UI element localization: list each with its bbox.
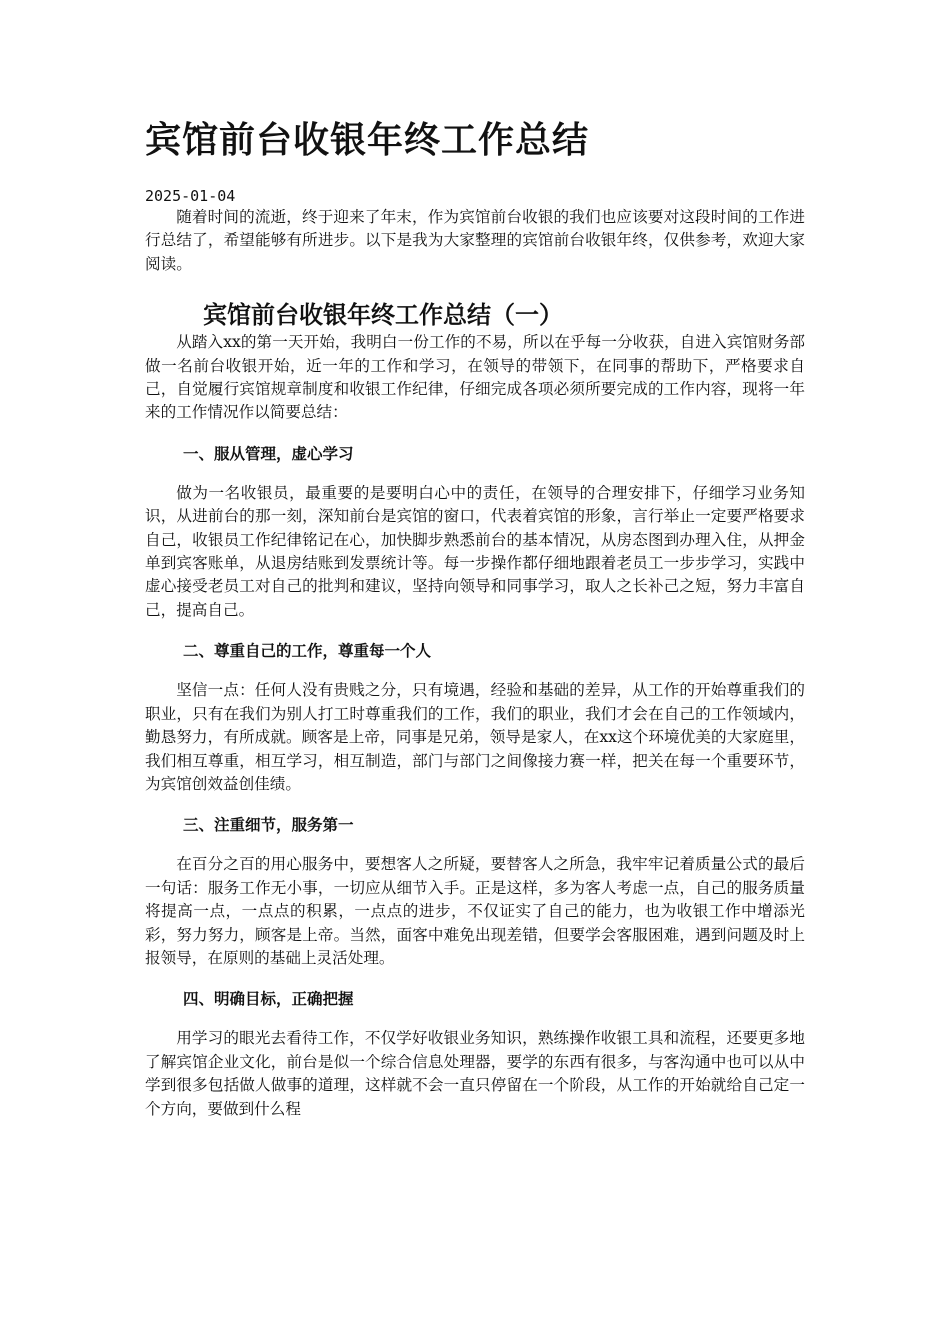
section-title: 宾馆前台收银年终工作总结（一） <box>203 301 563 330</box>
subheading-4: 四、明确目标，正确把握 <box>183 990 354 1009</box>
document-page <box>145 118 805 1121</box>
subheading-3: 三、注重细节，服务第一 <box>183 816 354 835</box>
paragraph-1: 做为一名收银员，最重要的是要明白心中的责任，在领导的合理安排下，仔细学习业务知识，从进前台的那一刻，深知前台是宾馆的窗口，代表着宾馆的形象，言行举止一定要严格要求自己，收银员工作纪律铭记在心，加快脚步熟悉前台的基本情况，从房态图到办理入住，从押金单到宾客账单，从退房结账到发票统计等。每一步操作都仔细地跟着老员工一步步学习，实践中虚心接受老员工对自己的批判和建议，坚持向领导和同事学习，取人之长补己之短，努力丰富自己，提高自己。 <box>145 483 805 619</box>
opening-paragraph: 从踏入xx的第一天开始，我明白一份工作的不易，所以在乎每一分收获，自进入宾馆财务部做一名前台收银开始，近一年的工作和学习，在领导的带领下，在同事的帮助下，严格要求自己，自觉履行宾馆规章制度和收银工作纪律，仔细完成各项必须所要完成的工作内容，现将一年来的工作情况作以简要总结： <box>145 333 805 422</box>
paragraph-3: 在百分之百的用心服务中，要想客人之所疑，要替客人之所急，我牢牢记着质量公式的最后一句话：服务工作无小事，一切应从细节入手。正是这样，多为客人考虑一点，自己的服务质量将提高一点，一点点的积累，一点点的进步，不仅证实了自己的能力，也为收银工作中增添光彩，努力努力，顾客是上帝。当然，面客中难免出现差错，但要学会客服困难，遇到问题及时上报领导，在原则的基础上灵活处理。 <box>145 855 805 967</box>
document-title: 宾馆前台收银年终工作总结 <box>145 120 590 161</box>
intro-paragraph: 随着时间的流逝，终于迎来了年末，作为宾馆前台收银的我们也应该要对这段时间的工作进行总结了，希望能够有所进步。以下是我为大家整理的宾馆前台收银年终，仅供参考，欢迎大家阅读。 <box>145 208 805 273</box>
paragraph-4: 用学习的眼光去看待工作，不仅学好收银业务知识，熟练操作收银工具和流程，还要更多地了解宾馆企业文化，前台是似一个综合信息处理器，要学的东西有很多，与客沟通中也可以从中学到很多包括做人做事的道理，这样就不会一直只停留在一个阶段，从工作的开始就给自己定一个方向，要做到什么程 <box>145 1029 805 1118</box>
paragraph-2: 坚信一点：任何人没有贵贱之分，只有境遇，经验和基础的差异，从工作的开始尊重我们的职业，只有在我们为别人打工时尊重我们的工作，我们的职业，我们才会在自己的工作领域内，勤恳努力，有所成就。顾客是上帝，同事是兄弟，领导是家人，在xx这个环境优美的大家庭里，我们相互尊重，相互学习，相互制造，部门与部门之间像接力赛一样，把关在每一个重要环节，为宾馆创效益创佳绩。 <box>145 681 805 793</box>
document-date: 2025-01-04 <box>145 187 236 205</box>
subheading-1: 一、服从管理，虚心学习 <box>183 444 354 463</box>
subheading-2: 二、尊重自己的工作，尊重每一个人 <box>183 642 432 661</box>
